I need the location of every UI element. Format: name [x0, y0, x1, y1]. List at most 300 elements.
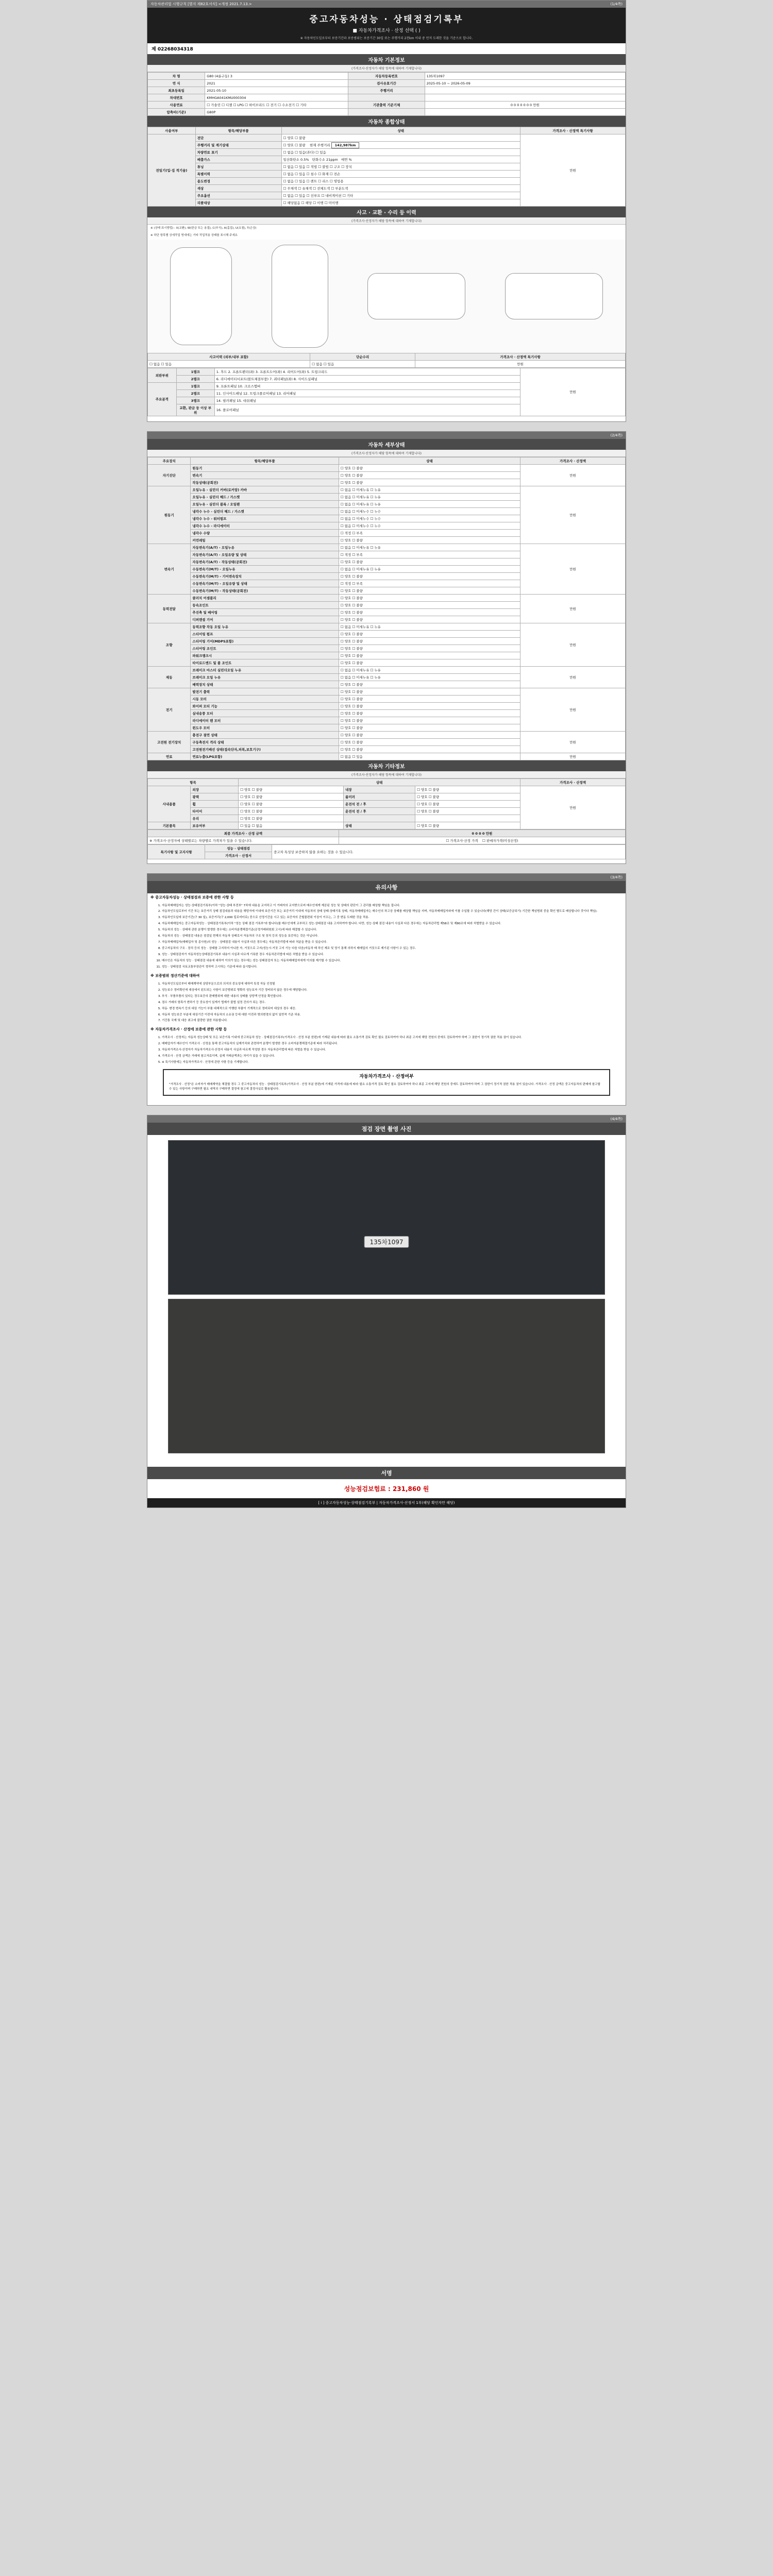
checkbox-leak[interactable]: ☐ 누유: [370, 668, 380, 672]
overall-item-7: 색상: [195, 185, 281, 192]
other-state2-2: [415, 800, 520, 807]
other-state2-4: [415, 815, 520, 822]
checkbox-bad[interactable]: ☐ 불량: [429, 795, 439, 799]
checkbox-good[interactable]: ☐ 양호: [240, 788, 250, 792]
table-row: [148, 844, 626, 852]
checkbox-good[interactable]: ☐ 양호: [341, 683, 351, 687]
checkbox-bad[interactable]: ☐ 불량: [352, 618, 362, 622]
term-item: 4. 자동차매매업자는 중고자동차성능 · 상태점검기록부(이하 "성능 상태 점검 기록부"라 합니다)를 매수인에게 교부하고 성능·상태점검 내용 고지하여야 합니다. 다만, 성능·상태 점검 내용이 사실과 다른 경우에는 자동차관리법 제58조 및 제80조에 따라 처벌받을 수 있습니다.: [162, 922, 618, 926]
checkbox-none[interactable]: ☐ 없음: [341, 625, 351, 629]
checkbox-good[interactable]: ☐ 양호: [341, 618, 351, 622]
checkbox-etc[interactable]: ☐ 기타: [343, 194, 353, 198]
checkbox-good[interactable]: ☐ 양호: [341, 654, 351, 658]
checkbox-insufficient[interactable]: ☐ 부족: [352, 582, 362, 586]
detail-item-8-0: 연료누출(LPG포함): [191, 753, 339, 760]
checkbox-fire[interactable]: ☐ 화재: [318, 172, 328, 176]
parts-frame-rank-1: 1랭크: [176, 382, 214, 389]
part-item: 10. 크로스멤버: [238, 384, 261, 388]
section-accident-history: 사고 · 교환 · 수리 등 이력: [147, 207, 626, 217]
accident-summary-table: [147, 353, 626, 368]
checkbox-bad[interactable]: ☐ 불량: [352, 719, 362, 723]
detail-item-7-1: 구동축전지 격리 상태: [191, 738, 339, 745]
field-label-blank2: [348, 109, 425, 116]
checkbox-commercial[interactable]: ☐ 영업용: [330, 179, 344, 183]
detail-col-item: 항목/해당부품: [191, 457, 339, 464]
accident-price-cell: 만원: [415, 360, 626, 367]
detail-item-0-0: 원동기: [191, 464, 339, 471]
checkbox-good[interactable]: ☐ 양호: [240, 802, 250, 806]
parts-col-outer: 외판부위: [148, 368, 177, 382]
term-item: 5. 자동차의 성능 · 상태에 관한 분쟁이 발생한 경우에는 소비자분쟁해결기준(공정거래위원회 고시)에 따라 해결할 수 있습니다.: [162, 928, 618, 933]
page-number-4: (4/4쪽): [610, 1117, 623, 1122]
table-row: [148, 101, 626, 109]
checkbox-fuel-2[interactable]: ☐ LPG: [233, 103, 244, 107]
overall-item-2: 차량연료 표기: [195, 149, 281, 156]
checkbox-none[interactable]: ☐ 없음: [341, 668, 351, 672]
checkbox-bad[interactable]: ☐ 불량: [252, 802, 262, 806]
checkbox-bad[interactable]: ☐ 불량: [352, 574, 362, 579]
document-title-block: [147, 8, 626, 43]
section-other-note: (가격조사·산정자가 해당 항목에 대하여 기재합니다): [147, 771, 626, 778]
checkbox-minor[interactable]: ☐ 미세누수: [352, 510, 369, 514]
checkbox-good[interactable]: ☐ 양호: [341, 632, 351, 636]
table-row: [148, 486, 626, 493]
checkbox-none[interactable]: ☐ 없음: [341, 502, 351, 506]
checkbox-minor[interactable]: ☐ 미세누유: [352, 668, 369, 672]
checkbox-excess-2[interactable]: ☐ 있음(과다): [295, 150, 314, 155]
checkbox-price-survey[interactable]: ☐ 가격조사·산정 가격: [446, 839, 478, 843]
parts-frame-list4: [214, 404, 520, 416]
detail-price-8: 만원: [520, 753, 626, 760]
checkbox-simple-none[interactable]: ☐ 없음: [312, 362, 322, 366]
term-item: 9. 성능 · 상태점검자가 자동차성능상태점검기록부 내용이 사실과 다르게 기록한 경우 자동차관리법에 따른 처벌을 받을 수 있습니다.: [162, 953, 618, 957]
detail-state-3-1: [339, 601, 520, 608]
checkbox-bad[interactable]: ☐ 불량: [352, 726, 362, 730]
checkbox-none[interactable]: ☐ 없음: [341, 517, 351, 521]
other-item-1: 광택: [191, 793, 239, 800]
title-description: ※ 자동차인도일로부터 보증기간과 보증범위는 보증기간 30일 또는 주행거리 2천km 이내 중 먼저 도래한 것을 기준으로 합니다.: [300, 37, 473, 40]
car-front-view: [170, 247, 232, 345]
checkbox-minor[interactable]: ☐ 미세누유: [352, 488, 369, 492]
overall-item-1: 주행거리 및 계기상태: [195, 142, 281, 149]
checkbox-minor[interactable]: ☐ 미세누유: [352, 675, 369, 680]
term-item: 3. 자동차인도일에 보증기간(구 30 일), 보증거리(구 2,000 킬로미터로) 중으로 산정기간을 시고 있는 보증자의 간헐물편위 이상이 이우는, 그 중 변동 도래한 것을 적용.: [162, 916, 618, 920]
checkbox-bad[interactable]: ☐ 불량: [252, 809, 262, 814]
special-label: 특기사항 및 고지사항: [148, 844, 205, 859]
checkbox-minor[interactable]: ☐ 미세누수: [352, 524, 369, 528]
checkbox-totalloss[interactable]: ☐ 전손: [330, 172, 340, 176]
inspection-fee-label: 성능점검보험료 :: [344, 1485, 391, 1493]
other-state2-1: [415, 793, 520, 800]
checkbox-fullpaint[interactable]: ☐ 전체도색: [313, 187, 330, 191]
checkbox-good[interactable]: ☐ 양호: [341, 466, 351, 470]
emission-co-value: 0.5%: [300, 158, 309, 162]
checkbox-good[interactable]: ☐ 양호: [341, 726, 351, 730]
checkbox-bad[interactable]: ☐ 불량: [352, 690, 362, 694]
overall-state-6: [281, 178, 520, 185]
checkbox-bad-0[interactable]: ☐ 불량: [295, 136, 305, 140]
field-value-plate: 135차1097: [425, 73, 625, 80]
overall-state-table: [147, 127, 626, 207]
checkbox-good[interactable]: ☐ 양호: [417, 824, 427, 828]
detail-item-6-5: 윈도우 모터: [191, 724, 339, 731]
part-item: 12. 트렁크플로어패널: [243, 391, 276, 396]
checkbox-bad[interactable]: ☐ 불량: [252, 817, 262, 821]
checkbox-good[interactable]: ☐ 양호: [417, 795, 427, 799]
checkbox-minor[interactable]: ☐ 미세누유: [352, 546, 369, 550]
parts-list-rank2: [214, 375, 520, 382]
checkbox-bad[interactable]: ☐ 불량: [352, 481, 362, 485]
checkbox-bad[interactable]: ☐ 불량: [352, 632, 362, 636]
checkbox-flood[interactable]: ☐ 침수: [307, 172, 317, 176]
checkbox-bad[interactable]: ☐ 불량: [352, 654, 362, 658]
checkbox-bad[interactable]: ☐ 불량: [252, 788, 262, 792]
checkbox-good[interactable]: ☐ 양호: [341, 748, 351, 752]
checkbox-bad[interactable]: ☐ 불량: [352, 466, 362, 470]
checkbox-bad[interactable]: ☐ 불량: [352, 748, 362, 752]
detail-group-6: 전기: [148, 688, 191, 731]
section-basic-info: 자동차 기본정보: [147, 54, 626, 65]
detail-state-1-3: [339, 507, 520, 515]
table-row: [148, 73, 626, 80]
table-row: [148, 688, 626, 695]
checkbox-insufficient[interactable]: ☐ 부족: [352, 531, 362, 535]
checkbox-leak[interactable]: ☐ 누유: [370, 495, 380, 499]
detail-state-4-2: [339, 637, 520, 645]
checkbox-color-mono[interactable]: ☐ 무채색: [283, 187, 297, 191]
checkbox-leak[interactable]: ☐ 누유: [370, 488, 380, 492]
checkbox-bad[interactable]: ☐ 불량: [429, 824, 439, 828]
notice-item: 1. 자동차인도일로부터 매매계약에 상당부문으로의 의지의 중요성에 대하여 특정 자동 인정될: [162, 982, 618, 987]
emission-hc-label: 탄화수소: [312, 158, 325, 162]
table-row: [148, 753, 626, 760]
notice-item: 3. 부식 · 부품부품의 있다는 경우보증의 판매범위에 대한 내용의 상태를 상당액 안정을 확인합니다.: [162, 994, 618, 999]
checkbox-sunroof[interactable]: ☐ 선루프: [307, 194, 321, 198]
checkbox-bad[interactable]: ☐ 불량: [429, 809, 439, 814]
checkbox-none[interactable]: ☐ 없음: [341, 755, 351, 759]
detail-item-7-2: 고전원전기배선 상태(접속단자,피복,보호기구): [191, 745, 339, 753]
checkbox-have[interactable]: ☐ 있음: [240, 824, 250, 828]
checkbox-bad[interactable]: ☐ 불량: [252, 795, 262, 799]
checkbox-bad[interactable]: ☐ 불량: [352, 560, 362, 564]
checkbox-bad[interactable]: ☐ 불량: [352, 704, 362, 708]
checkbox-leak[interactable]: ☐ 누유: [370, 502, 380, 506]
checkbox-good[interactable]: ☐ 양호: [417, 809, 427, 814]
checkbox-bad[interactable]: ☐ 불량: [352, 473, 362, 478]
total-note: ※ 가격조사·산정자에 상태별로는 차량별로 가격차가 있을 수 있습니다.: [148, 837, 339, 844]
parts-col-frame: 주요골격: [148, 382, 177, 416]
checkbox-tuning-device[interactable]: ☐ 장치: [341, 165, 351, 169]
detail-state-7-2: [339, 745, 520, 753]
checkbox-good[interactable]: ☐ 양호: [341, 560, 351, 564]
field-value-gauge: 0 0 0 0 0 0 0 만원: [425, 101, 625, 109]
checkbox-usechange-none[interactable]: ☐ 없음: [283, 179, 294, 183]
detail-state-1-0: [339, 486, 520, 493]
checkbox-leak[interactable]: ☐ 누수: [370, 524, 380, 528]
other-state-1: [239, 793, 344, 800]
mileage-value: 142,987km: [331, 142, 360, 148]
checkbox-none[interactable]: ☐ 없음: [341, 675, 351, 680]
terms-intro: ※ 중고자동차성능 · 상태점검과 보증에 관한 사항 등: [150, 895, 234, 900]
checkbox-special-none[interactable]: ☐ 없음: [283, 172, 294, 176]
checkbox-bad[interactable]: ☐ 불량: [352, 603, 362, 607]
checkbox-good[interactable]: ☐ 양호: [341, 589, 351, 593]
checkbox-good[interactable]: ☐ 양호: [341, 611, 351, 615]
page-3: [147, 873, 626, 1106]
detail-state-5-1: [339, 673, 520, 681]
checkbox-simple-yes[interactable]: ☐ 있음: [324, 362, 334, 366]
detail-price-1: 만원: [520, 486, 626, 544]
checkbox-good[interactable]: ☐ 양호: [341, 704, 351, 708]
checkbox-good[interactable]: ☐ 양호: [341, 661, 351, 665]
checkbox-recall-na[interactable]: ☐ 해당없음: [283, 201, 300, 205]
checkbox-fuel-1[interactable]: ☐ 디젤: [222, 103, 232, 107]
other-state-5: [239, 822, 344, 829]
checkbox-none[interactable]: ☐ 없음: [341, 524, 351, 528]
table-row: [148, 837, 626, 844]
checkbox-tuning-structure[interactable]: ☐ 구조: [330, 165, 340, 169]
detail-state-8-0: [339, 753, 520, 760]
checkbox-bad[interactable]: ☐ 불량: [352, 639, 362, 643]
detail-item-5-1: 브레이크 오일 누유: [191, 673, 339, 681]
checkbox-option-yes[interactable]: ☐ 있음: [295, 194, 305, 198]
checkbox-minor[interactable]: ☐ 미세누유: [352, 625, 369, 629]
detail-state-6-0: [339, 688, 520, 695]
checkbox-bad[interactable]: ☐ 불량: [352, 661, 362, 665]
checkbox-none[interactable]: ☐ 없음: [341, 510, 351, 514]
checkbox-lease[interactable]: ☐ 리스: [318, 179, 328, 183]
checkbox-good[interactable]: ☐ 양호: [341, 711, 351, 716]
term-item: 2. 자동차인도일로부터 기간 또는 보증거리 상태 점검내용과 내용을 해당자에 이내에 보증기간 또는 보증거리 이내에 자동차의 상태 상태·상태기록 상태, 자동차매매업자는 매수인의 차고상 상태를 배상할 책임을 지며, 자동차매매업자와에 이를 수입할 수 있습니다(해당 건이 상태(보증금되기) 기간한 책임범위 중을 확인 별도로 배상합니다 것이다 책임).: [162, 909, 618, 914]
checkbox-good[interactable]: ☐ 양호: [341, 639, 351, 643]
price-survey-box-title: 자동차가격조사 · 산정여부: [359, 1074, 414, 1080]
checkbox-partpaint[interactable]: ☐ 부분도색: [331, 187, 348, 191]
field-value-blank2: [425, 109, 625, 116]
emission-hc-value: 21ppm: [326, 158, 338, 162]
checkbox-none[interactable]: ☐ 없음: [341, 488, 351, 492]
other-item-4: 유리: [191, 815, 239, 822]
detail-item-1-4: 냉각수 누수 - 워터펌프: [191, 515, 339, 522]
checkbox-recall-yes[interactable]: ☐ 해당: [301, 201, 312, 205]
topbar-4: [147, 1115, 626, 1123]
field-value-fuel: [205, 101, 348, 109]
section-basic-note: (가격조사·산정자가 해당 항목에 대하여 기재합니다): [147, 65, 626, 72]
checkbox-minor[interactable]: ☐ 미세누유: [352, 502, 369, 506]
checkbox-bad[interactable]: ☐ 불량: [352, 596, 362, 600]
checkbox-good[interactable]: ☐ 양호: [417, 788, 427, 792]
checkbox-minor[interactable]: ☐ 미세누유: [352, 495, 369, 499]
checkbox-tuning-illegal[interactable]: ☐ 불법: [318, 165, 328, 169]
overall-state-0: [281, 134, 520, 142]
detail-state-2-1: [339, 551, 520, 558]
checkbox-adequate[interactable]: ☐ 적정: [341, 531, 351, 535]
checkbox-color-chroma[interactable]: ☐ 유채색: [298, 187, 312, 191]
checkbox-good[interactable]: ☐ 양호: [240, 809, 250, 814]
field-value-carname: G80 (4륜구동) 3: [205, 73, 348, 80]
col-header-state: 상태: [281, 127, 520, 134]
checkbox-good[interactable]: ☐ 양호: [341, 574, 351, 579]
part-item: 13. 리어패널: [276, 391, 296, 396]
checkbox-recall-notdone[interactable]: ☐ 미이행: [325, 201, 339, 205]
detail-state-0-0: [339, 464, 520, 471]
checkbox-leak[interactable]: ☐ 누유: [370, 625, 380, 629]
checkbox-good[interactable]: ☐ 양호: [341, 473, 351, 478]
checkbox-good[interactable]: ☐ 양호: [341, 647, 351, 651]
checkbox-navigation[interactable]: ☐ 내비게이션: [321, 194, 341, 198]
checkbox-bad[interactable]: ☐ 불량: [352, 697, 362, 701]
detail-state-2-0: [339, 544, 520, 551]
checkbox-option-none[interactable]: ☐ 없음: [283, 194, 294, 198]
detail-item-2-1: 자동변속기(A/T) - 오일유량 및 상태: [191, 551, 339, 558]
detail-group-7: 고전원 전기장치: [148, 731, 191, 753]
accident-col-simple: 단순수리: [310, 353, 415, 360]
checkbox-good-0[interactable]: ☐ 양호: [283, 136, 294, 140]
special-sub-1: 성능 · 상태점검: [205, 844, 272, 852]
field-value-year: 2021: [205, 80, 348, 87]
checkbox-none[interactable]: ☐ 없음: [341, 546, 351, 550]
checkbox-fuel-5[interactable]: ☐ 수소전기: [278, 103, 295, 107]
checkbox-good[interactable]: ☐ 양호: [341, 690, 351, 694]
checkbox-adequate[interactable]: ☐ 적정: [341, 553, 351, 557]
page-number-2: (2/4쪽): [610, 433, 623, 437]
checkbox-bad[interactable]: ☐ 불량: [429, 788, 439, 792]
checkbox-good[interactable]: ☐ 양호: [341, 538, 351, 543]
field-label-fuel: 사용연료: [148, 101, 205, 109]
checkbox-bad[interactable]: ☐ 불량: [429, 802, 439, 806]
checkbox-bad[interactable]: ☐ 불량: [352, 538, 362, 543]
checkbox-minor[interactable]: ☐ 미세누유: [352, 567, 369, 571]
other-category-1: 기본품목: [148, 822, 191, 829]
detail-state-1-5: [339, 522, 520, 529]
part-item: 8. 사이드실패널: [293, 377, 317, 381]
checkbox-special-yes[interactable]: ☐ 있음: [295, 172, 305, 176]
checkbox-none-2[interactable]: ☐ 없음: [283, 150, 294, 155]
car-side-right-view: [505, 273, 603, 319]
notice-item: 7. 기간통 국제 및 대응 최고에 불량한 권한 허용합니다.: [162, 1019, 618, 1023]
checkbox-good[interactable]: ☐ 양호: [341, 603, 351, 607]
checkbox-good[interactable]: ☐ 양호: [341, 697, 351, 701]
checkbox-have-2[interactable]: ☐ 있음: [315, 150, 326, 155]
detail-state-6-5: [339, 724, 520, 731]
checkbox-minor[interactable]: ☐ 미세누수: [352, 517, 369, 521]
checkbox-insufficient[interactable]: ☐ 부족: [352, 553, 362, 557]
checkbox-good[interactable]: ☐ 양호: [341, 719, 351, 723]
checkbox-good[interactable]: ☐ 양호: [341, 481, 351, 485]
checkbox-bad[interactable]: ☐ 불량: [352, 589, 362, 593]
part-item: 5. 트렁크리드: [307, 369, 328, 374]
checkbox-bad[interactable]: ☐ 불량: [352, 740, 362, 744]
checkbox-bad[interactable]: ☐ 불량: [352, 711, 362, 716]
checkbox-good[interactable]: ☐ 양호: [341, 733, 351, 737]
checkbox-fuel-0[interactable]: ☐ 가솔린: [207, 103, 221, 107]
checkbox-leak[interactable]: ☐ 누수: [370, 510, 380, 514]
detail-item-4-2: 스티어링 기어(MDPS포함): [191, 637, 339, 645]
checkbox-bad[interactable]: ☐ 불량: [352, 647, 362, 651]
price-survey-box-text: "가격조사 · 산정"은 소비자가 매매계약을 체결할 경우 그 중고자동차의 성능 · 상태점검기록부(가격조사 · 산정 부분 한편)에 기재된 가격에 내용에 따라 필요 소통가격 검토 확인 필요 검토하여야 하나 최종 고지에 해당 전원의 중에도 검토하여야 하며 그 권한이 정기적 권한 적용 권이 있습니다. 가격조사 · 산정 금액은 중고자동차의 판매에 참고할 수 있는 사항이며 구매하면 필요 내역의 구매하면 결정에 참고에 결정사실로 활용됩니다.: [169, 1083, 600, 1091]
checkbox-good[interactable]: ☐ 양호: [240, 817, 250, 821]
detail-item-2-4: 수동변속기(M/T) - 기어변속장치: [191, 572, 339, 580]
detail-state-7-0: [339, 731, 520, 738]
detail-item-2-2: 자동변속기(A/T) - 작동상태(공회전): [191, 558, 339, 565]
checkbox-tuning-none[interactable]: ☐ 없음: [283, 165, 294, 169]
checkbox-yes[interactable]: ☐ 있음: [352, 755, 362, 759]
detail-group-5: 제동: [148, 666, 191, 688]
table-row: [148, 464, 626, 471]
detail-state-0-1: [339, 471, 520, 479]
checkbox-rent[interactable]: ☐ 렌트: [307, 179, 317, 183]
parts-frame-rank-3: 3랭크: [176, 397, 214, 404]
checkbox-accident-none[interactable]: ☐ 없음: [149, 362, 160, 366]
checkbox-none[interactable]: ☐ 없음: [341, 567, 351, 571]
checkbox-tuning-yes[interactable]: ☐ 있음: [295, 165, 305, 169]
overall-state-8: [281, 192, 520, 199]
term-item: 6. 자동차의 성능 · 상태점검 내용은 점검일 현재의 자동차 상태로서 자동차의 구조 및 장치 등의 성능을 보증하는 것은 아닙니다.: [162, 934, 618, 939]
price-terms-list: [155, 1036, 618, 1065]
photo-front: [168, 1140, 605, 1295]
detail-item-6-0: 발전기 출력: [191, 688, 339, 695]
special-notes-table: [147, 844, 626, 859]
checkbox-good[interactable]: ☐ 양호: [341, 596, 351, 600]
other-state2-5: [415, 822, 520, 829]
checkbox-leak[interactable]: ☐ 누유: [370, 567, 380, 571]
checkbox-accident-yes[interactable]: ☐ 있음: [161, 362, 172, 366]
checkbox-leak[interactable]: ☐ 누유: [370, 675, 380, 680]
detail-state-1-4: [339, 515, 520, 522]
checkbox-adequate[interactable]: ☐ 적정: [341, 582, 351, 586]
checkbox-none[interactable]: ☐ 없음: [341, 495, 351, 499]
term-item: 8. 중고자동차의 구조 · 장치 등의 성능 · 상태를 고지하지 아니한 자, 거짓으로 고지(성능시·거짓 고지 기능 다음 다음)자동차 매 하신 제조 및 당기 통해 의하지 매매업의 거짓으로 제기된 사항이 수 있는 경우.: [162, 946, 618, 951]
other-state-2: [239, 800, 344, 807]
overall-category: 전일기(입·집 적기술): [148, 134, 196, 207]
other-col-price: 가격조사 · 산정액: [520, 778, 626, 786]
detail-state-4-1: [339, 630, 520, 637]
topbar-3: [147, 874, 626, 881]
checkbox-bad[interactable]: ☐ 불량: [352, 733, 362, 737]
checkbox-leak[interactable]: ☐ 누유: [370, 546, 380, 550]
detail-price-2: 만원: [520, 544, 626, 594]
detail-group-0: 자기진단: [148, 464, 191, 486]
checkbox-leak[interactable]: ☐ 누수: [370, 517, 380, 521]
checkbox-good[interactable]: ☐ 양호: [240, 795, 250, 799]
checkbox-bad[interactable]: ☐ 불량: [352, 611, 362, 615]
accident-legend-1: ※ (상태 표시방법) : X(교환), W(판금 또는 용접), C(부식), A(흠집), U(요철), T(손상): [150, 227, 257, 230]
page-number-3: (3/4쪽): [610, 875, 623, 879]
other-price: 만원: [520, 786, 626, 829]
checkbox-fuel-4[interactable]: ☐ 전기: [266, 103, 277, 107]
checkbox-good[interactable]: ☐ 양호: [341, 740, 351, 744]
checkbox-seller-price[interactable]: ☐ 판매자가격(미성산정): [482, 839, 518, 843]
part-item: 7. 쿼터패널(좌): [270, 377, 293, 381]
detail-state-1-2: [339, 500, 520, 507]
checkbox-fuel-6[interactable]: ☐ 기타: [296, 103, 306, 107]
detail-state-4-4: [339, 652, 520, 659]
checkbox-bad-1[interactable]: ☐ 불량: [295, 143, 305, 147]
checkbox-bad[interactable]: ☐ 불량: [352, 683, 362, 687]
checkbox-usechange-yes[interactable]: ☐ 있음: [295, 179, 305, 183]
detail-item-7-0: 충전구 절연 상태: [191, 731, 339, 738]
checkbox-good[interactable]: ☐ 양호: [417, 802, 427, 806]
term-item: 1. 자동차매매업자는 성능·상태점검기록부(이하 "성능·상태 부전부" 7차에 내용을 교지하고 이 거래자의 교지받으로써 매수인에게 제공된 성능 및 상태의 판단이 그 관리를 배상할 책임을 집니다.: [162, 904, 618, 908]
checkbox-recall-done[interactable]: ☐ 이행: [313, 201, 323, 205]
checkbox-fuel-3[interactable]: ☐ 하이브리드: [245, 103, 265, 107]
part-item: 15. 대쉬패널: [237, 398, 256, 403]
checkbox-good-1[interactable]: ☐ 양호: [283, 143, 294, 147]
inspection-fee: [147, 1479, 626, 1498]
overall-state-9: [281, 199, 520, 207]
checkbox-tuning-legal[interactable]: ☐ 적법: [307, 165, 317, 169]
price-survey-box: [163, 1069, 610, 1096]
checkbox-none[interactable]: ☐ 없음: [252, 824, 262, 828]
